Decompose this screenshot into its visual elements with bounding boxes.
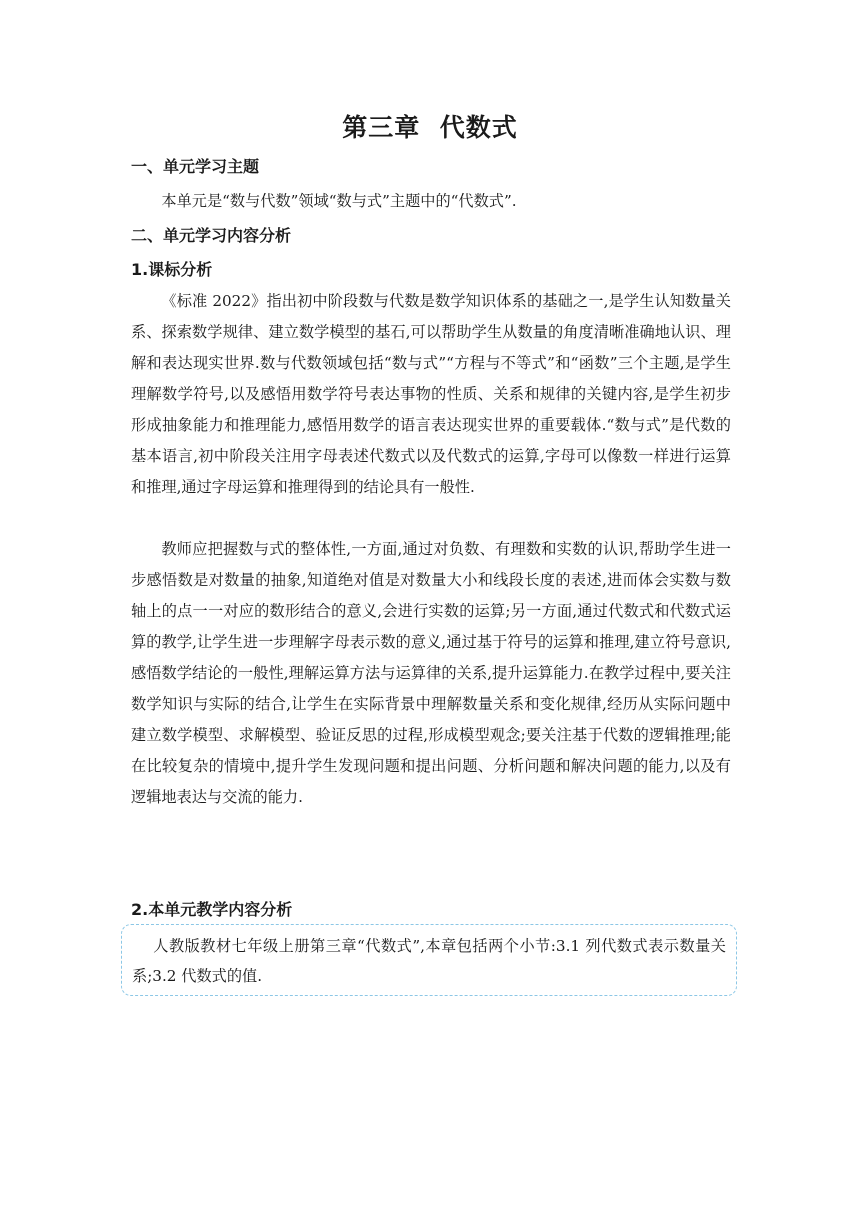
chapter-title: 第三章 代数式 (342, 113, 518, 142)
subsection-heading-unit-content-analysis: 2.本单元教学内容分析 (131, 900, 293, 919)
curriculum-analysis-paragraph-1: 《标准 2022》指出初中阶段数与代数是数学知识体系的基础之一,是学生认知数量关系、探索数学规律、建立数学模型的基石,可以帮助学生从数量的角度清晰准确地认识、理解和表达现实世界.数与代数领域包括“数与式”“方程与不等式”和“函数”三个主题,是学生理解数学符号,以及感悟用数学符号表达事物的性质、关系和规律的关键内容,是学生初步形成抽象能力和推理能力,感悟用数学的语言表达现实世界的重要载体.“数与式”是代数的基本语言,初中阶段关注用字母表述代数式以及代数式的运算,字母可以像数一样进行运算和推理,通过字母运算和推理得到的结论具有一般性. (131, 292, 731, 496)
section-heading-content-analysis: 二、单元学习内容分析 (131, 226, 292, 245)
section-heading-learning-theme: 一、单元学习主题 (131, 157, 260, 176)
unit-content-box-text: 人教版教材七年级上册第三章“代数式”,本章包括两个小节:3.1 列代数式表示数量关系;3.2 代数式的值. (132, 937, 726, 985)
unit-content-dashed-box (121, 924, 737, 996)
subsection-heading-curriculum-analysis: 1.课标分析 (131, 260, 213, 279)
curriculum-analysis-paragraph-2: 教师应把握数与式的整体性,一方面,通过对负数、有理数和实数的认识,帮助学生进一步感悟数是对数量的抽象,知道绝对值是对数量大小和线段长度的表述,进而体会实数与数轴上的点一一对应的数形结合的意义,会进行实数的运算;另一方面,通过代数式和代数式运算的教学,让学生进一步理解字母表示数的意义,通过基于符号的运算和推理,建立符号意识,感悟数学结论的一般性,理解运算方法与运算律的关系,提升运算能力.在教学过程中,要关注数学知识与实际的结合,让学生在实际背景中理解数量关系和变化规律,经历从实际问题中建立数学模型、求解模型、验证反思的过程,形成模型观念;要关注基于代数的逻辑推理;能在比较复杂的情境中,提升学生发现问题和提出问题、分析问题和解决问题的能力,以及有逻辑地表达与交流的能力. (131, 540, 731, 806)
section-learning-theme-text: 本单元是“数与代数”领域“数与式”主题中的“代数式”. (161, 192, 517, 210)
